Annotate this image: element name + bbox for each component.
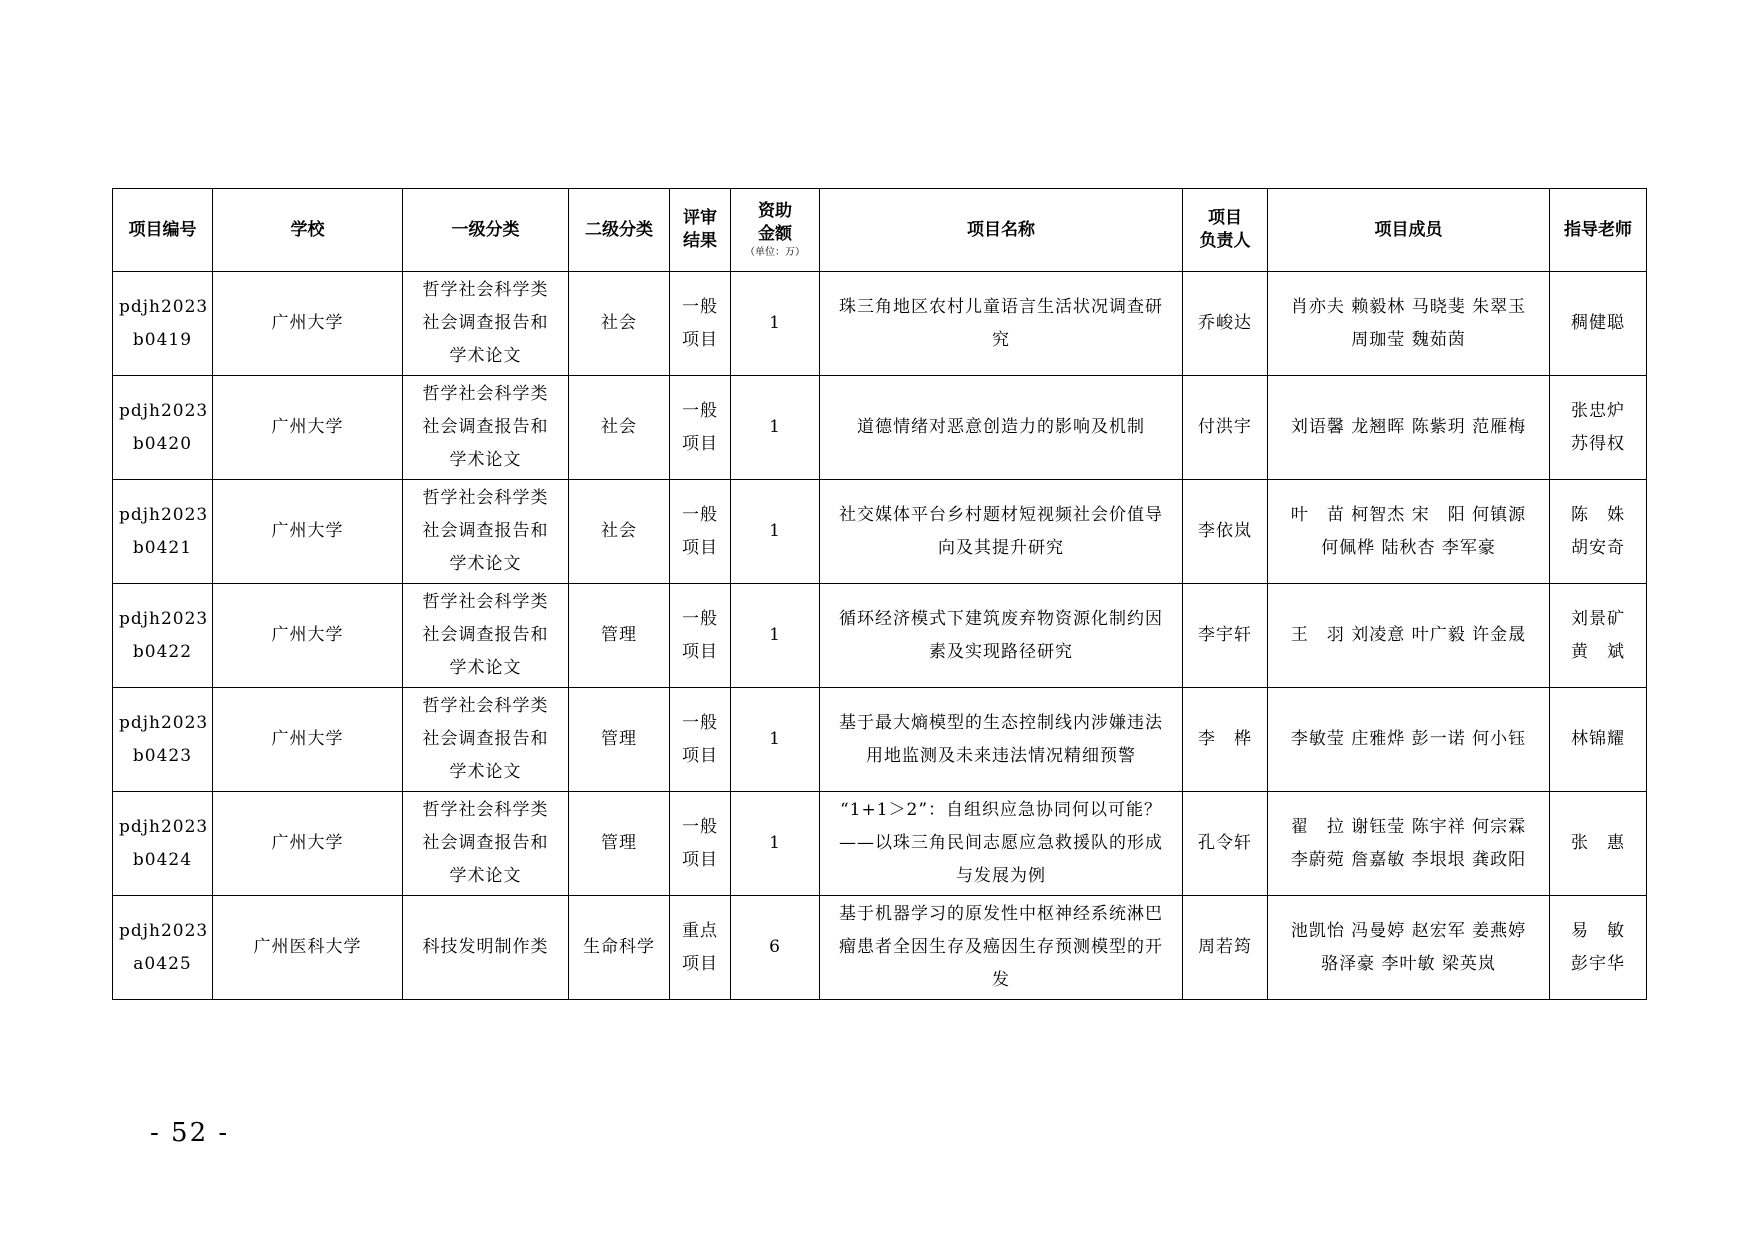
cell-level2-category: 社会 [569,272,670,376]
cell-level1-category-line: 学术论文 [449,554,522,574]
cell-project-members-line: 王 羽 刘凌意 叶广毅 许金晟 [1290,625,1527,645]
cell-level1-category [403,272,569,376]
cell-project-members-line: 何佩桦 陆秋杏 李军豪 [1321,537,1496,558]
cell-project-members-line: 周珈莹 魏茹茵 [1351,329,1466,350]
cell-project-name-line: 究 [992,329,1010,350]
cell-project-id-line: b0424 [132,849,193,870]
cell-review-result-line: 项目 [682,537,718,558]
cell-project-name-line: 社交媒体平台乡村题材短视频社会价值导 [839,504,1163,525]
header-funding-line: 资助 [758,201,792,221]
cell-level1-category-line: 科技发明制作类 [422,937,549,957]
cell-project-name-line: 发 [992,970,1010,990]
cell-project-id-line: pdjh2023 [119,712,209,733]
cell-school: 广州大学 [213,688,403,792]
cell-level1-category-line: 哲学社会科学类 [422,488,549,508]
cell-level1-category-line: 社会调查报告和 [422,729,549,749]
cell-level1-category-line: 学术论文 [449,450,522,470]
cell-funding: 1 [731,480,820,584]
cell-project-id [113,480,213,584]
header-project-id: 项目编号 [113,189,213,272]
cell-project-members-line: 肖亦夫 赖毅林 马晓斐 朱翠玉 [1290,296,1527,317]
cell-project-name-line: 素及实现路径研究 [929,641,1073,662]
cell-level2-category: 管理 [569,792,670,896]
cell-project-leader: 李依岚 [1183,480,1268,584]
cell-advisor-line: 张 惠 [1571,833,1625,853]
cell-project-id-line: pdjh2023 [119,608,209,629]
cell-level1-category-line: 哲学社会科学类 [422,592,549,612]
cell-project-name-line: ——以珠三角民间志愿应急救援队的形成 [839,833,1163,853]
header-funding-unit: （单位：万） [745,247,805,258]
cell-project-id-line: pdjh2023 [119,920,209,941]
table-header-row [113,189,1647,272]
cell-advisor [1550,272,1647,376]
cell-level1-category [403,480,569,584]
cell-project-id [113,896,213,1000]
cell-level2-category: 社会 [569,480,670,584]
cell-level1-category [403,688,569,792]
cell-funding: 1 [731,272,820,376]
cell-project-id [113,584,213,688]
cell-review-result-line: 项目 [682,953,718,974]
cell-review-result-line: 项目 [682,329,718,350]
table-row [113,480,1647,584]
cell-project-name-line: 基于机器学习的原发性中枢神经系统淋巴 [839,904,1163,924]
cell-funding: 1 [731,376,820,480]
cell-review-result-line: 项目 [682,745,718,766]
header-advisor: 指导老师 [1550,189,1647,272]
cell-project-id-line: pdjh2023 [119,296,209,317]
cell-level1-category-line: 学术论文 [449,346,522,366]
cell-advisor [1550,376,1647,480]
header-review-result-line: 评审 [683,208,717,228]
cell-project-name [820,480,1183,584]
cell-level1-category-line: 社会调查报告和 [422,521,549,541]
header-leader-line: 负责人 [1199,231,1251,251]
cell-level2-category: 管理 [569,584,670,688]
project-table [112,188,1647,1000]
cell-project-id-line: b0419 [132,329,193,350]
cell-project-leader: 乔峻达 [1183,272,1268,376]
cell-level1-category [403,896,569,1000]
cell-project-members [1268,480,1550,584]
cell-funding: 1 [731,792,820,896]
cell-advisor-line: 彭宇华 [1571,953,1625,974]
cell-advisor-line: 陈 姝 [1571,504,1625,525]
cell-project-members [1268,584,1550,688]
cell-project-id-line: pdjh2023 [119,504,209,525]
cell-funding: 6 [731,896,820,1000]
cell-level1-category [403,584,569,688]
cell-level2-category: 管理 [569,688,670,792]
cell-project-leader: 孔令轩 [1183,792,1268,896]
cell-project-name [820,584,1183,688]
cell-project-id [113,272,213,376]
cell-level1-category-line: 哲学社会科学类 [422,800,549,820]
cell-project-name-line: 基于最大熵模型的生态控制线内涉嫌违法 [839,712,1163,733]
header-review-result-line: 结果 [683,231,717,251]
cell-level1-category-line: 社会调查报告和 [422,625,549,645]
cell-level1-category [403,792,569,896]
cell-advisor-line: 易 敏 [1571,920,1625,941]
cell-school: 广州大学 [213,272,403,376]
cell-advisor-line: 稠健聪 [1571,313,1625,333]
cell-review-result-line: 项目 [682,849,718,870]
cell-project-name-line: 用地监测及未来违法情况精细预警 [866,745,1136,766]
cell-level1-category-line: 哲学社会科学类 [422,696,549,716]
header-review-result [670,189,731,272]
cell-project-members-line: 李蔚菀 詹嘉敏 李垠垠 龚政阳 [1290,849,1527,870]
table-row [113,896,1647,1000]
table-row [113,272,1647,376]
cell-project-id [113,688,213,792]
cell-project-members-line: 刘语馨 龙翘晖 陈紫玥 范雁梅 [1290,417,1527,437]
cell-advisor-line: 苏得权 [1571,433,1625,454]
cell-school: 广州大学 [213,480,403,584]
cell-project-name-line: 道德情绪对恶意创造力的影响及机制 [857,417,1145,437]
cell-level1-category-line: 社会调查报告和 [422,313,549,333]
cell-project-leader: 付洪宇 [1183,376,1268,480]
cell-project-id-line: a0425 [133,953,192,974]
cell-level2-category: 社会 [569,376,670,480]
cell-project-members [1268,896,1550,1000]
table-row [113,688,1647,792]
cell-review-result [670,584,731,688]
cell-level1-category-line: 学术论文 [449,866,522,886]
cell-project-name [820,272,1183,376]
cell-advisor [1550,792,1647,896]
cell-review-result-line: 一般 [682,400,718,421]
cell-level1-category-line: 社会调查报告和 [422,417,549,437]
cell-project-id-line: pdjh2023 [119,816,209,837]
cell-level1-category-line: 哲学社会科学类 [422,384,549,404]
page-number: - 52 - [150,1118,230,1148]
cell-review-result [670,272,731,376]
cell-project-members [1268,272,1550,376]
cell-review-result [670,896,731,1000]
header-project-members: 项目成员 [1268,189,1550,272]
cell-project-members-line: 池凯怡 冯曼婷 赵宏军 姜燕婷 [1290,920,1527,941]
table-row [113,376,1647,480]
cell-project-members [1268,376,1550,480]
header-level1-category: 一级分类 [403,189,569,272]
cell-project-name [820,792,1183,896]
cell-review-result [670,480,731,584]
cell-advisor-line: 张忠炉 [1571,400,1625,421]
cell-project-id-line: b0420 [132,433,193,454]
header-level2-category: 二级分类 [569,189,670,272]
cell-project-name-line: 循环经济模式下建筑废弃物资源化制约因 [839,608,1163,629]
cell-project-name-line: “1+1＞2”：自组织应急协同何以可能？ [839,800,1163,820]
cell-project-name-line: 向及其提升研究 [938,537,1064,558]
cell-review-result-line: 一般 [682,296,718,317]
cell-project-name [820,688,1183,792]
cell-review-result-line: 一般 [682,712,718,733]
header-leader-line: 项目 [1208,208,1242,228]
cell-level1-category-line: 社会调查报告和 [422,833,549,853]
header-school: 学校 [213,189,403,272]
cell-project-leader: 李宇轩 [1183,584,1268,688]
cell-project-name-line: 珠三角地区农村儿童语言生活状况调查研 [839,296,1163,317]
cell-project-name-line: 瘤患者全因生存及癌因生存预测模型的开 [839,937,1163,957]
cell-project-leader: 周若筠 [1183,896,1268,1000]
cell-advisor [1550,896,1647,1000]
cell-project-name [820,896,1183,1000]
cell-review-result [670,688,731,792]
cell-level2-category: 生命科学 [569,896,670,1000]
cell-project-id-line: b0421 [132,537,193,558]
cell-project-members-line: 翟 拉 谢钰莹 陈宇祥 何宗霖 [1290,816,1527,837]
cell-review-result-line: 重点 [682,920,718,941]
cell-project-id [113,792,213,896]
cell-advisor-line: 胡安奇 [1571,537,1625,558]
cell-level1-category-line: 学术论文 [449,762,522,782]
cell-school: 广州大学 [213,792,403,896]
cell-project-id [113,376,213,480]
cell-school: 广州大学 [213,584,403,688]
header-funding [731,189,820,272]
cell-project-members [1268,688,1550,792]
header-project-leader [1183,189,1268,272]
cell-level1-category [403,376,569,480]
cell-review-result-line: 项目 [682,641,718,662]
cell-project-name-line: 与发展为例 [956,866,1046,886]
cell-school: 广州大学 [213,376,403,480]
cell-advisor [1550,480,1647,584]
cell-advisor-line: 黄 斌 [1571,641,1625,662]
cell-review-result-line: 一般 [682,504,718,525]
header-project-name: 项目名称 [820,189,1183,272]
header-funding-line: 金额 [758,224,792,244]
cell-level1-category-line: 哲学社会科学类 [422,280,549,300]
cell-project-leader: 李 桦 [1183,688,1268,792]
cell-advisor [1550,688,1647,792]
cell-project-members-line: 骆泽豪 李叶敏 梁英岚 [1321,953,1496,974]
cell-project-id-line: pdjh2023 [119,400,209,421]
cell-project-members-line: 叶 苗 柯智杰 宋 阳 何镇源 [1290,504,1527,525]
cell-review-result [670,376,731,480]
cell-funding: 1 [731,584,820,688]
cell-project-members [1268,792,1550,896]
cell-project-members-line: 李敏莹 庄雅烨 彭一诺 何小钰 [1290,729,1527,749]
cell-school: 广州医科大学 [213,896,403,1000]
table-row [113,792,1647,896]
table-body [113,272,1647,1000]
cell-advisor [1550,584,1647,688]
cell-advisor-line: 林锦耀 [1571,729,1625,749]
cell-project-id-line: b0422 [132,641,193,662]
cell-level1-category-line: 学术论文 [449,658,522,678]
project-table-container [112,188,1646,1000]
cell-funding: 1 [731,688,820,792]
cell-project-id-line: b0423 [132,745,193,766]
cell-review-result [670,792,731,896]
cell-review-result-line: 项目 [682,433,718,454]
cell-review-result-line: 一般 [682,816,718,837]
cell-project-name [820,376,1183,480]
cell-review-result-line: 一般 [682,608,718,629]
cell-advisor-line: 刘景矿 [1571,608,1625,629]
table-row [113,584,1647,688]
